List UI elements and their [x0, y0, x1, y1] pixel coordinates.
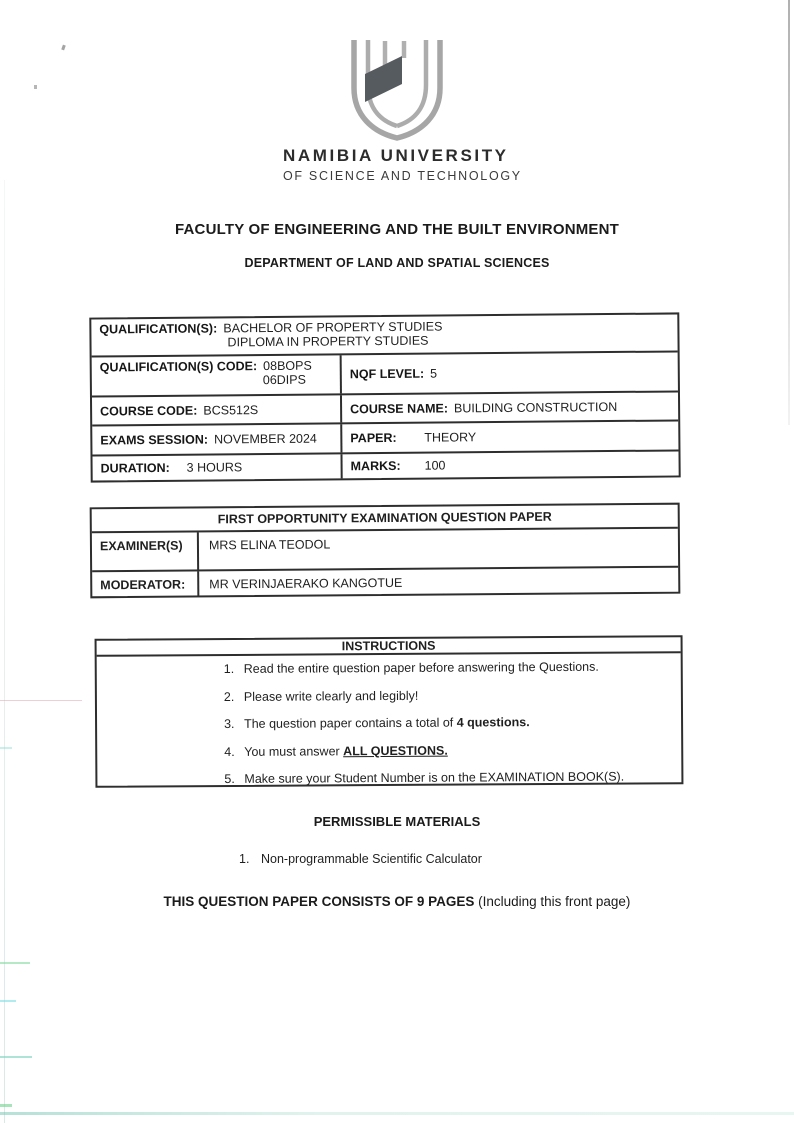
materials-item-text: Non-programmable Scientific Calculator: [261, 852, 482, 866]
faculty-heading: FACULTY OF ENGINEERING AND THE BUILT ENVIRONMENT: [174, 221, 620, 238]
scan-artifact-cyan-dash: [0, 1000, 16, 1002]
marks-cell: [342, 451, 678, 478]
examiner-label: EXAMINER(S): [92, 532, 199, 570]
scan-artifact-teal-dash: [0, 747, 12, 749]
course-code-value: BCS512S: [203, 402, 259, 418]
scan-artifact-green-dash2: [0, 1104, 12, 1107]
instructions-list: [97, 653, 682, 800]
paper-value: THEORY: [424, 430, 477, 445]
instruction-item-3: [97, 714, 681, 733]
exam-paper-title: FIRST OPPORTUNITY EXAMINATION QUESTION PAPER: [92, 505, 678, 534]
instruction-text: Please write clearly and legibly!: [243, 688, 419, 704]
materials-item: [239, 852, 482, 866]
table-row-qualification-code: [92, 352, 678, 397]
examination-panel: [90, 503, 681, 599]
marks-label: MARKS:: [350, 458, 401, 474]
nust-shield-logo-icon: [347, 36, 447, 142]
instruction-item-4: [97, 742, 681, 761]
instruction-item-2: [97, 687, 681, 706]
scan-artifact-left-line: [4, 180, 5, 1123]
instruction-text: Make sure your Student Number is on the EXAMINATION BOOK(S).: [244, 769, 625, 786]
examiner-value: MRS ELINA TEODOL: [208, 537, 331, 553]
scan-artifact-green-dash: [0, 962, 30, 964]
nqf-cell: [342, 352, 678, 393]
qualification-code-label: QUALIFICATION(S) CODE:: [99, 359, 258, 375]
page-count-normal: (Including this front page): [474, 894, 631, 909]
instruction-number: 4.: [224, 744, 235, 759]
instruction-bold-text: 4 questions.: [456, 715, 530, 730]
table-row-qualification: [91, 314, 677, 357]
university-name: NAMIBIA UNIVERSITY: [283, 146, 509, 165]
qualification-line1: BACHELOR OF PROPERTY STUDIES: [223, 319, 443, 336]
nqf-label: NQF LEVEL:: [349, 366, 425, 382]
page-count-note: [0, 894, 794, 909]
duration-value: 3 HOURS: [186, 460, 243, 475]
scan-speck: [61, 45, 66, 51]
marks-value: 100: [424, 458, 446, 473]
table-row-duration: [93, 451, 679, 480]
scan-artifact-pink-line: [0, 700, 82, 701]
scan-artifact-teal-dash2: [0, 1056, 32, 1058]
page-count-bold: THIS QUESTION PAPER CONSISTS OF 9 PAGES: [163, 894, 475, 909]
paper-cell: [342, 421, 678, 452]
course-code-cell: [92, 395, 342, 424]
exams-session-label: EXAMS SESSION:: [100, 432, 209, 448]
instruction-text: Read the entire question paper before answering the Questions.: [243, 659, 599, 676]
materials-item-number: 1.: [239, 852, 250, 866]
instruction-number: 5.: [224, 771, 235, 787]
qualification-code-cell: [92, 355, 342, 395]
qualification-code-line2: 06DIPS: [262, 372, 306, 388]
permissible-materials-title: PERMISSIBLE MATERIALS: [313, 814, 481, 829]
course-name-label: COURSE NAME:: [350, 400, 449, 416]
course-name-value: BUILDING CONSTRUCTION: [453, 399, 618, 415]
qualification-code-line1: 08BOPS: [263, 358, 312, 374]
instruction-number: 2.: [223, 689, 235, 704]
instruction-number: 1.: [223, 661, 235, 677]
scan-artifact-bottom-line: [0, 1112, 794, 1115]
instruction-item-5: [97, 769, 681, 788]
table-row-moderator: [92, 568, 678, 597]
moderator-label: MODERATOR:: [92, 571, 199, 596]
instruction-number: 3.: [224, 716, 235, 732]
exams-session-cell: [92, 424, 342, 454]
instruction-text: You must answer: [244, 743, 344, 759]
moderator-value: MR VERINJAERAKO KANGOTUE: [209, 575, 403, 592]
nqf-value: 5: [430, 366, 438, 381]
table-row-examiner: [92, 529, 678, 573]
scan-artifact-right-line: [788, 0, 790, 425]
instructions-box: [95, 635, 684, 788]
instruction-bold-text: ALL QUESTIONS.: [343, 743, 448, 758]
duration-label: DURATION:: [100, 460, 170, 476]
exams-session-value: NOVEMBER 2024: [213, 431, 317, 447]
duration-cell: [93, 454, 343, 480]
qualification-cell: [91, 314, 677, 355]
university-wordmark: [283, 146, 522, 183]
instruction-item-1: [97, 659, 681, 678]
course-info-table: [89, 312, 680, 482]
paper-label: PAPER:: [350, 430, 397, 446]
qualification-label: QUALIFICATION(S):: [99, 321, 218, 337]
scan-speck: [34, 85, 37, 89]
qualification-line2: DIPLOMA IN PROPERTY STUDIES: [227, 333, 429, 350]
instructions-title: INSTRUCTIONS: [97, 637, 681, 657]
course-name-cell: [342, 392, 678, 422]
department-heading: DEPARTMENT OF LAND AND SPATIAL SCIENCES: [244, 256, 550, 270]
instruction-text: The question paper contains a total of: [244, 715, 457, 731]
university-subtitle: OF SCIENCE AND TECHNOLOGY: [283, 169, 522, 183]
course-code-label: COURSE CODE:: [100, 403, 198, 418]
